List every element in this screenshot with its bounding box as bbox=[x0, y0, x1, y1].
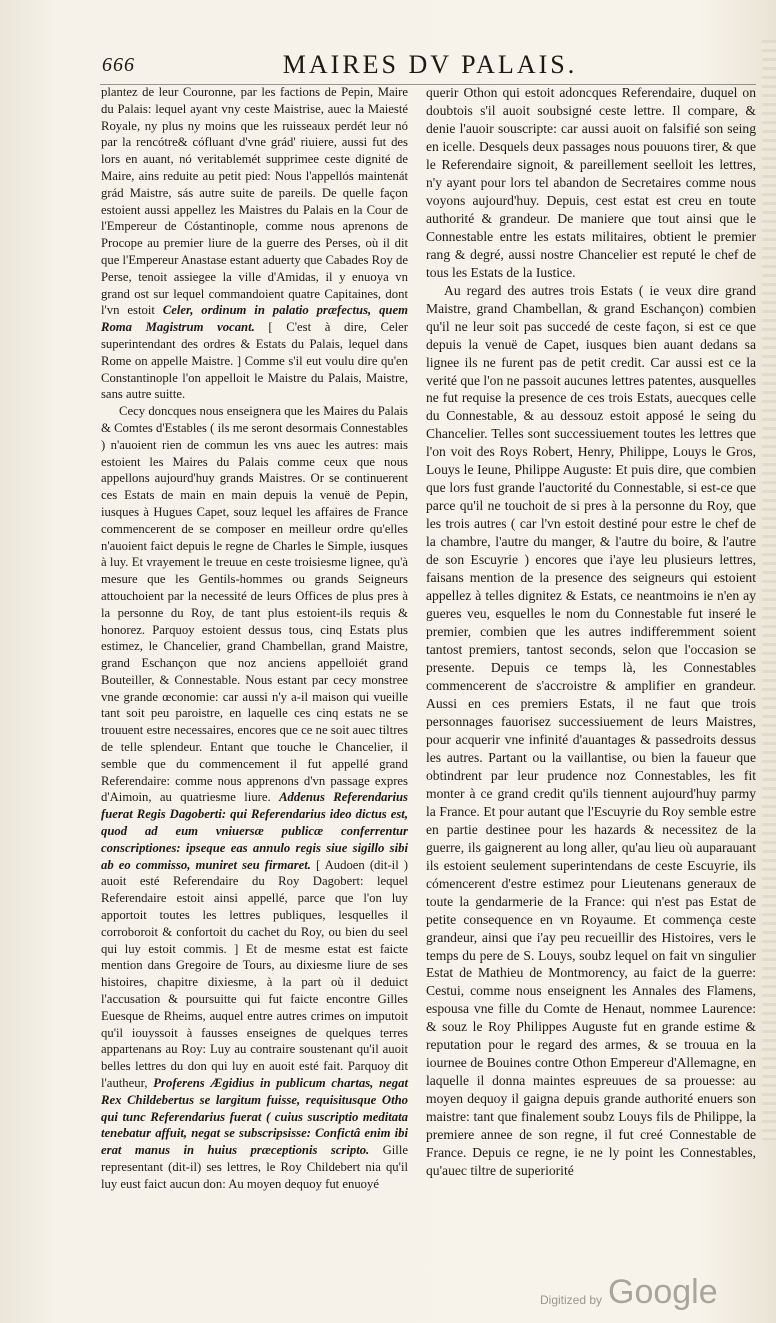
page-header bbox=[100, 50, 760, 84]
latin-quotation: Proferens Ægidius in publicum chartas, negat Rex Childebertus se largitum fuisse, requisitusque Otho qui tunc Referendarius fuerat ( cuius suscriptio meditata tenebatur affuit, negat se subscripsisse: Confictâ enim ibi erat manus in huius præceptionis scripto. bbox=[101, 1076, 408, 1158]
digitization-watermark bbox=[540, 1273, 770, 1313]
watermark-brand: Google bbox=[608, 1273, 718, 1311]
latin-quotation: Addenus Referendarius fuerat Regis Dagoberti: qui Referendarius ideo dictus est, quod ad eum vniuersæ publicæ conferrentur conscriptiones: ipseque eas annulo regis siue sigillo sibi ab eo commisso, muniret seu firmaret. bbox=[101, 790, 408, 872]
paragraph bbox=[101, 84, 408, 403]
text-run: querir Othon qui estoit adoncques Referendaire, duquel on doubtois s'il auoit soubsigné ceste lettre. Il compare, & denie l'auoir souscripte: car aussi auoit on falsifié son seing en icelle. Desquels deux passages nous pouuons tirer, & que le Referendaire signoit, & pareillement seelloit les lettres, n'y ayant pour lors tel abandon de Secretaires comme nous voyons aujourd'huy. Depuis, cest estat est creu en toute authorité & grandeur. De maniere que tout ainsi que le Connestable entre les estats militaires, obtient le premier rang & degré, aussi nostre Chancelier est reputé le chef de tous les Estats de la Iustice. bbox=[426, 85, 756, 280]
latin-quotation: Celer, ordinum in palatio præfectus, quem Roma Magistrum vocant. bbox=[101, 303, 408, 335]
right-column bbox=[426, 84, 756, 1180]
left-column bbox=[101, 84, 408, 1193]
watermark-prefix: Digitized by bbox=[540, 1293, 603, 1307]
running-title: MAIRES DV PALAIS. bbox=[282, 50, 578, 79]
text-run: [ C'est à dire, Celer superintendant des ordres & Estats du Palais, lequel dans Rome on appelle Maistre. ] Comme s'il eut voulu dire qu'en Constantinople l'on appelloit le Maistre du Palais, Maistre, sans autre suitte. bbox=[101, 320, 408, 402]
text-run: [ Audoen (dit-il ) auoit esté Referendaire du Roy Dagobert: lequel Referendaire estoit ainsi appellé, parce que l'on luy apportoit toutes les lettres publiques, lesquelles il corroboroit & confortoit du cachet du Roy, ou bien du seel qui luy estoit commis. ] Et de mesme estat est faicte mention dans Gregoire de Tours, au dixiesme liure de ses histoires, chapitre dixiesme, à la part où il deduict l'accusation & poursuitte qui fut faicte encontre Gilles Euesque de Rheims, auquel entre autres crimes on imputoit qu'il iouyssoit à fausses enseignes de quelques terres appartenans au Roy: Luy au contraire soustenant qu'il auoit belles lettres du don qui luy en auoit esté fait. Parquoy dit l'autheur, bbox=[101, 857, 409, 1091]
text-run: Au regard des autres trois Estats ( ie veux dire grand Maistre, grand Chambellan, & grand Eschançon) combien qu'il ne leur soit pas succedé de ceste façon, si est ce que depuis la venuë de Capet, iusques bien auant dedans sa lignee ils ne furent pas de petit credit. Car aussi est ce la verité que l'on ne passoit aucunes lettres patentes, ausquelles ne fut requise la presence de ces trois Estats, auecques celle du Connestable, & au dessouz estoit apposé le seing du Chancelier. Telles sont successiuement toutes les lettres que l'on voit des Roys Robert, Henry, Philippe, Louys le Gros, Louys le Ieune, Philippe Auguste: Et puis dire, que combien que lors fust grande l'auctorité du Connestable, si est-ce que parce qu'il ne touchoit de si pres à la personne du Roy, que les trois autres ( car l'vn estoit destiné pour estre le chef de la chambre, l'autre du manger, & l'autre du boire, & l'autre de son Escuyrie ) encores que i'aye leu plusieurs lettres, faisans mention de la presence des seigneurs qui estoient appellez à telles dignitez & Estats, ce neantmoins ie n'en ay gueres veu, esquelles le nom du Connestable fut inseré le premier, combien que les autres indifferemment soient tantost premiers, tantost seconds, selon que l'occasion se presente. Depuis ce temps là, les Connestables commencerent de s'accroistre & amplifier en grandeur. Aussi en ces premiers Estats, il ne faut que trois personnages fauorisez successiuement de leurs Maistres, pour acquerir vne infinité d'auantages & passedroits dessus les autres. Partant ou la vaillantise, ou bien la faueur que obtindrent par leur prudence noz Connestables, les fit monter à ce grand credit qu'ils tiennent aujourd'huy parmy la France. Et pour autant que l'Escuyrie du Roy semble estre en partie destinee pour les hazards & necessitez de la guerre, ils gaignerent au long aller, qu'au lieu où auparauant ils estoient seulement superintendans de ceste Escuyrie, ils cómencerent d'estre estimez pour Lieutenans generaux de toute la gendarmerie de la France: qui n'est pas Estat de petite consequence en vn Royaume. Et commença ceste grandeur, ainsi que i'ay peu recueillir des Histoires, vers le temps du pere de S. Louys, soubz lequel on fait vn singulier Estat de Mathieu de Montmorency, au faict de la guerre: Cestui, comme nous enseignent les Annales des Flamens, espousa vne fille du Comte de Henaut, nommee Laurence: & souz le Roy Philippes Auguste fut en grande estime & reputation pour le regard des armes, & se trouua en la iournee de Bouines contre Othon Empereur d'Allemagne, en laquelle il donna maintes espreuues de sa prouesse: au moyen dequoy il gaigna depuis grande authorité enuers son maistre: tant que finalement soubz Louys fils de Philippe, la premiere annee de son regne, il fut creé Connestable de France. Depuis ce regne, ie ne ly point les Connestables, qu'auec tiltre de superiorité bbox=[426, 282, 756, 1179]
paragraph bbox=[426, 84, 756, 282]
paragraph bbox=[101, 403, 408, 1192]
page-edge-shadow bbox=[762, 40, 776, 1140]
column-gutter bbox=[413, 84, 414, 1204]
text-run: Gille representant (dit-il) ses lettres, le Roy Childebert nia qu'il luy eust faict aucun don: Au moyen dequoy fut enuoyé bbox=[101, 1143, 408, 1191]
text-run: Cecy doncques nous enseignera que les Maires du Palais & Comtes d'Estables ( ils me seront desormais Connestables ) n'auoient rien de commun les vns auec les autres: mais estoient les Maires du Palais comme ceux que nous appellons aujourd'huy grands Maistres. Or se continuerent ces Estats de main en main depuis la venuë de Pepin, iusques à Hugues Capet, souz lequel les affaires de France commencerent de se composer en meilleur ordre qu'elles n'auoient faict depuis le regne de Charles le Simple, iusques à luy. Et vrayement le treuue en ceste troisiesme lignee, qu'à mesure que les Gentils-hommes ou grands Seigneurs attouchoient par la necessité de leurs Offices de plus pres à la personne du Roy, de tant plus estoient-ils requis & honorez. Parquoy estoient dessus tous, cinq Estats plus estimez, le Chancelier, grand Chambellan, grand Maistre, grand Eschançon que noz anciens appelloiét grand Bouteiller, & Connestable. Nous estant par cecy monstree vne grande œconomie: car aussi n'y a-il maison qui vueille tant soit peu paroistre, en laquelle ces cinq estats ne se trouuent estre necessaires, encores que ce ne soit auec tiltres de telle splendeur. Entant que touche le Chancelier, il semble que du commencement il fut appellé grand Referendaire: comme nous apprenons d'vn passage expres d'Aimoin, au quatriesme liure. bbox=[101, 404, 408, 805]
page-number: 666 bbox=[102, 54, 135, 76]
text-run: plantez de leur Couronne, par les factions de Pepin, Maire du Palais: lequel ayant vny ceste Maistrise, auec la Maiesté Royale, ny plus ny moins que les ruisseaux perdét leur nó par la rencótre& cófluant d'vne grád' riuiere, aussi fut des lors en auant, nó veritablemét supprimee ceste dignité de Maire, ains reduite au petit pied: Nous l'appellós maintenát grád Maistre, sás autre suite de pareils. De quelle façon estoient aussi appellez les Maistres du Palais en la Cour de l'Empereur de Cóstantinople, comme nous aprenons de Procope au premier liure de la guerre des Perses, où il dit que l'Empereur Anastase estant aduerty que Cabades Roy de Perse, tenoit assiegee la ville d'Amidas, il y enuoya vn grand ost sur lequel commandoient quatre Capitaines, dont l'vn estoit bbox=[101, 85, 408, 318]
paragraph bbox=[426, 282, 756, 1180]
